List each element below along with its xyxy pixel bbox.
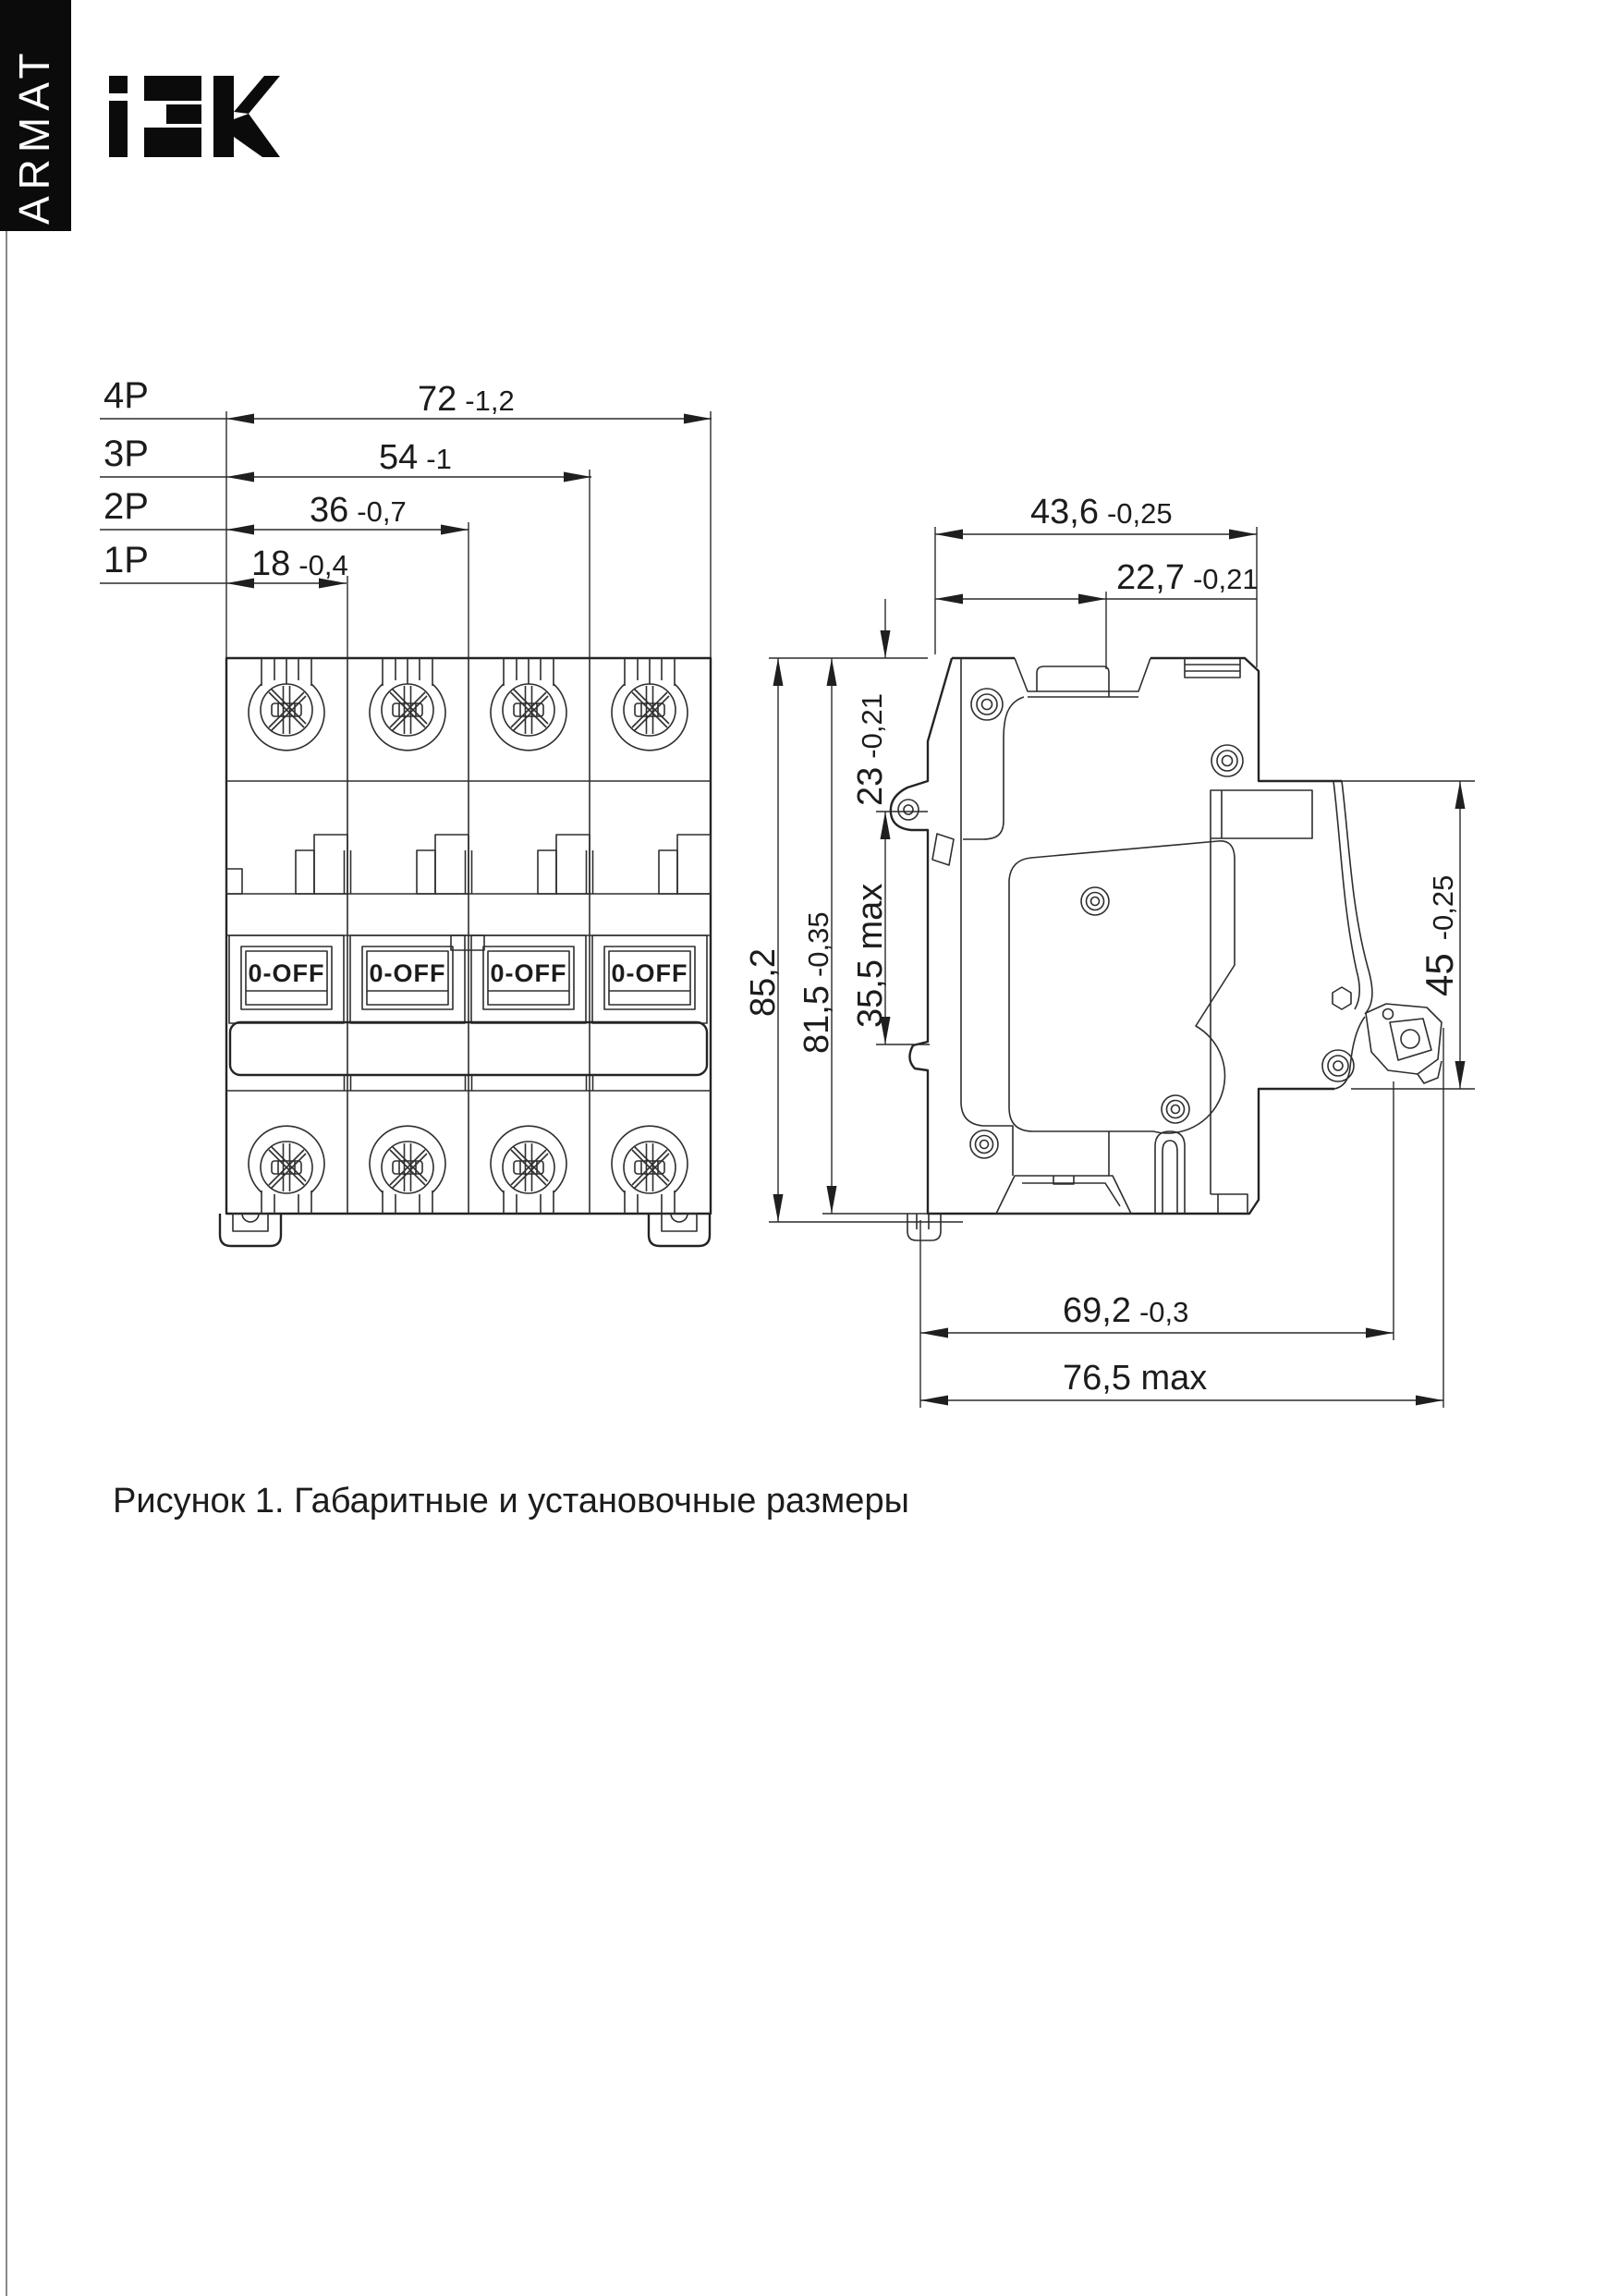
dim-height-upper: 23-0,21 bbox=[851, 693, 890, 806]
figure-caption: Рисунок 1. Габаритные и установочные размеры bbox=[113, 1482, 909, 1520]
toggle-state-label: 0-OFF bbox=[248, 959, 325, 987]
din-clip-tabs-front bbox=[220, 1214, 710, 1246]
series-label: ARMAT bbox=[10, 46, 58, 225]
front-view-dimensions bbox=[100, 375, 712, 658]
dim-height-total: 85,2 bbox=[744, 948, 783, 1017]
mid-latches bbox=[226, 835, 711, 894]
pole-label-1p: 1P bbox=[103, 540, 149, 580]
dim-width-2p: 36 -0,7 bbox=[310, 491, 407, 530]
toggle-state-label: 0-OFF bbox=[369, 959, 446, 987]
toggle-state-label: 0-OFF bbox=[611, 959, 688, 987]
side-top-tab bbox=[1185, 658, 1240, 678]
toggle-switch bbox=[592, 935, 707, 1023]
armat-series-bar bbox=[0, 0, 71, 231]
front-ledge bbox=[898, 800, 954, 1240]
rear-slot bbox=[1155, 1131, 1185, 1214]
dim-height-body: 81,5-0,35 bbox=[797, 911, 836, 1054]
breaker-side-outline bbox=[891, 658, 1342, 1214]
toggle-state-label: 0-OFF bbox=[490, 959, 567, 987]
toggle-switch bbox=[350, 935, 465, 1023]
dim-width-1p: 18 -0,4 bbox=[251, 544, 348, 583]
pole-label-3p: 3P bbox=[103, 434, 149, 474]
pole-label-4p: 4P bbox=[103, 375, 149, 416]
dim-depth-total: 43,6 -0,25 bbox=[1030, 493, 1173, 531]
side-inner-pocket bbox=[1009, 841, 1235, 1176]
hex-hole bbox=[1333, 987, 1351, 1009]
dim-width-3p: 54 -1 bbox=[379, 438, 452, 477]
dim-bottom-765: 76,5 max bbox=[1063, 1359, 1208, 1398]
dim-width-4p: 72 -1,2 bbox=[418, 380, 515, 419]
iek-logo bbox=[109, 76, 280, 157]
din-rail-pocket bbox=[1211, 790, 1312, 1214]
front-view-drawing bbox=[100, 375, 712, 1246]
bottom-latch bbox=[996, 1176, 1131, 1214]
dim-depth-front: 22,7 -0,21 bbox=[1116, 558, 1259, 597]
din-latch-fastener bbox=[1366, 1004, 1442, 1083]
pole-label-2p: 2P bbox=[103, 486, 149, 527]
din-latch-arm bbox=[1333, 781, 1372, 1089]
side-view-dimensions bbox=[744, 493, 1475, 1408]
toggle-switch bbox=[229, 935, 344, 1023]
dim-height-lower: 35,5 max bbox=[851, 883, 890, 1028]
dim-din-45: 45-0,25 bbox=[1418, 874, 1461, 996]
side-view-drawing bbox=[744, 493, 1475, 1408]
dim-bottom-692: 69,2 -0,3 bbox=[1063, 1291, 1189, 1330]
toggle-switch bbox=[471, 935, 586, 1023]
breaker-front-body bbox=[220, 658, 711, 1246]
side-toggle-recess bbox=[1015, 658, 1150, 697]
